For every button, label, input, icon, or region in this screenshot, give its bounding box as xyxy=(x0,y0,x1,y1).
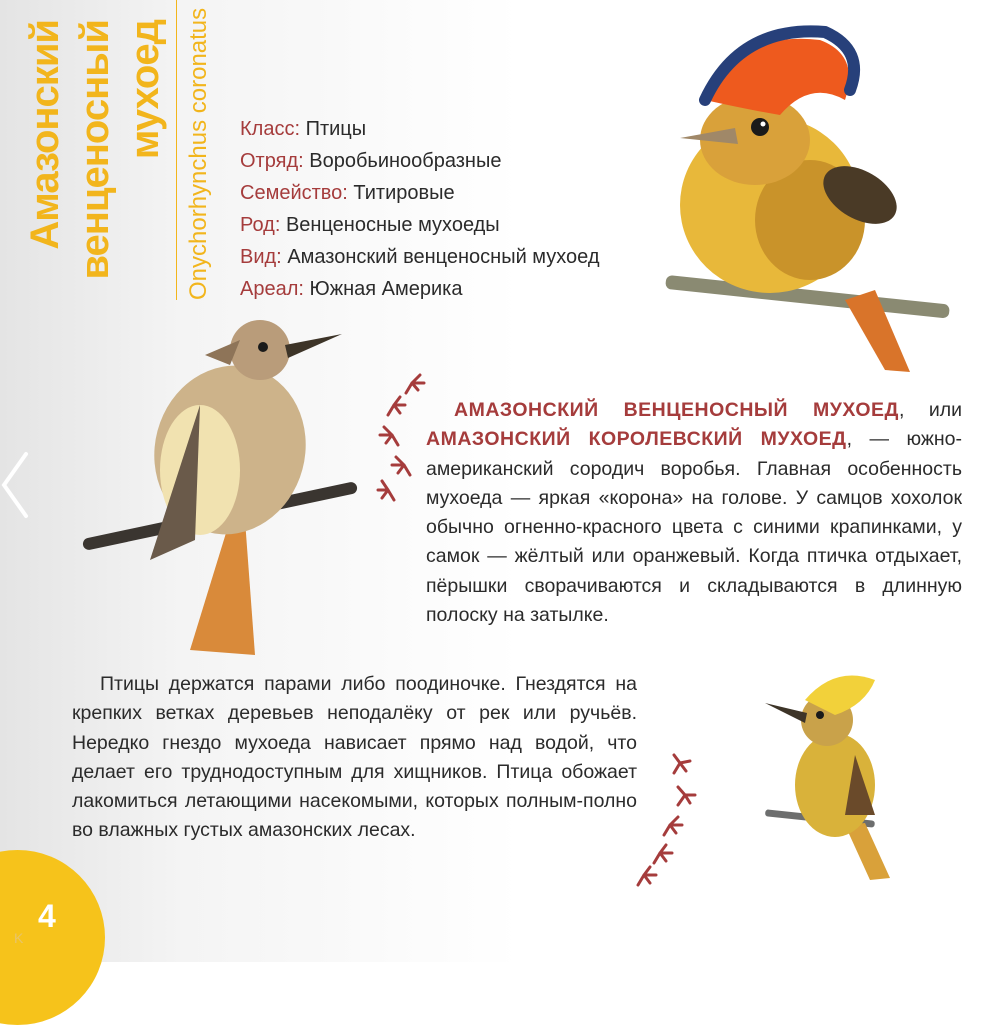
bird-footprints-icon xyxy=(372,375,432,505)
chevron-left-icon[interactable] xyxy=(0,450,30,520)
taxonomy-row: Род: Венценосные мухоеды xyxy=(240,214,500,236)
title-line-1: Амазонский xyxy=(23,20,67,250)
bird-name-alternate: АМАЗОНСКИЙ КОРОЛЕВСКИЙ МУХОЕД xyxy=(426,428,847,451)
taxonomy-row: Класс: Птицы xyxy=(240,118,367,140)
bird-footprints-icon xyxy=(630,755,700,890)
crowned-bird-illustration xyxy=(660,20,960,380)
title-line-2: венценосный xyxy=(73,20,117,280)
page-number: 4 xyxy=(38,898,56,934)
perched-bird-illustration xyxy=(80,320,360,670)
taxonomy-row: Отряд: Воробьинообразные xyxy=(240,150,502,172)
corner-mark: K xyxy=(14,930,24,946)
bird-name-primary: АМАЗОНСКИЙ ВЕНЦЕНОСНЫЙ МУХОЕД xyxy=(454,399,899,421)
latin-name: Onychorhynchus coronatus xyxy=(185,7,212,300)
title-line-3: мухоед xyxy=(123,20,167,160)
title-divider xyxy=(176,0,177,300)
page-title xyxy=(20,20,170,300)
habitat-paragraph: Птицы держатся парами либо поодиночке. Гнездятся на крепких ветках деревьев неподалёку от рек или ручьёв. Нередко гнездо мухоеда нависает прямо над водой, что делает его труднодоступным для хищников. Птица обожает лакомиться летающими насекомыми, которых полным-полно во влажных густых амазонских лесах. xyxy=(72,673,637,842)
taxonomy-row: Ареал: Южная Америка xyxy=(240,278,463,300)
small-bird-illustration xyxy=(765,665,905,890)
taxonomy-row: Вид: Амазонский венценосный мухоед xyxy=(240,246,600,268)
taxonomy-row: Семейство: Титировые xyxy=(240,182,455,204)
description-paragraph: АМАЗОНСКИЙ ВЕНЦЕНОСНЫЙ МУХОЕД, или АМАЗОНСКИЙ КОРОЛЕВСКИЙ МУХОЕД, — южно-американский сородич воробья. Главная особенность мухоеда — яркая «корона» на голове. У самцов хохолок обычно огненно-красного цвета с синими крапинками, у самок — жёлтый или оранжевый. Когда птичка отдыхает, пёрышки сворачиваются и складываются в длинную полоску на затылке. xyxy=(426,399,962,627)
taxonomy-list xyxy=(240,113,600,305)
